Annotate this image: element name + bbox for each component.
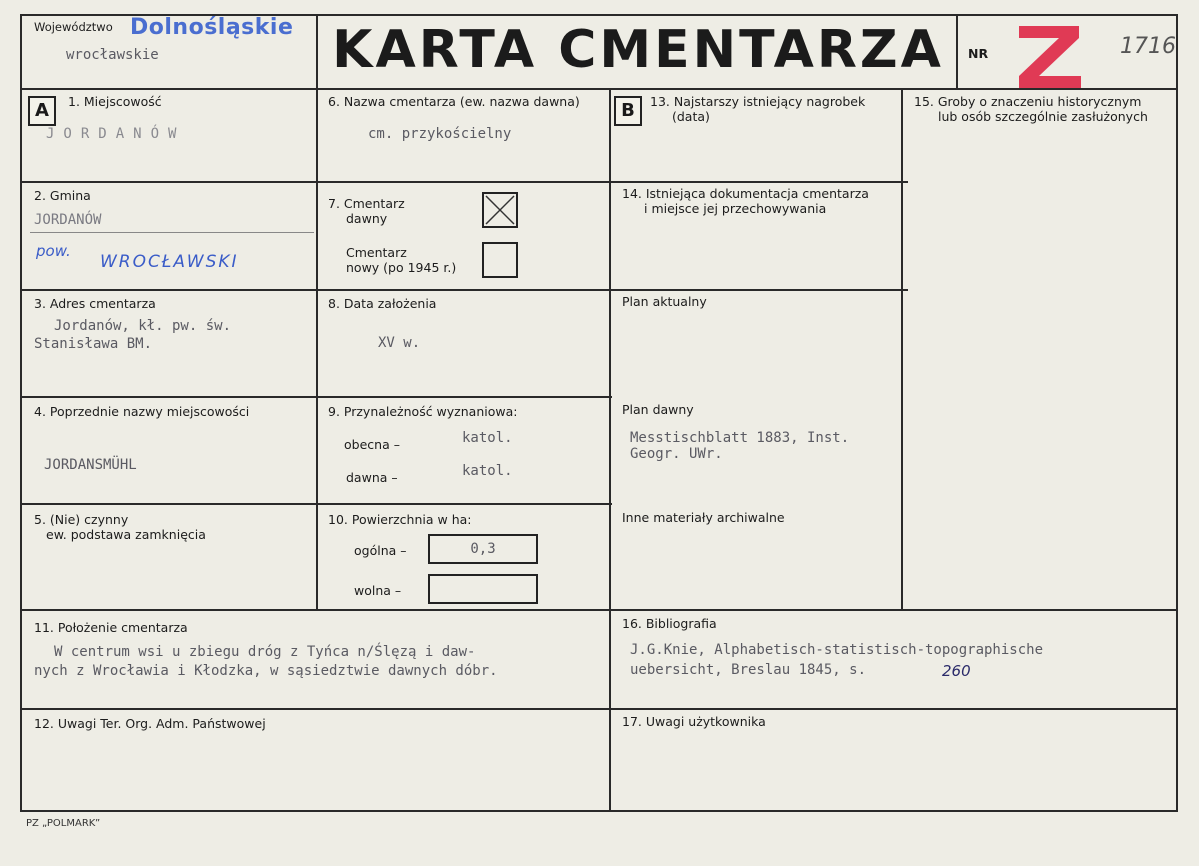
f14-plan-former-line2: Geogr. UWr. [630,446,723,462]
z-category-mark [1017,24,1083,90]
f9-current-value: katol. [462,430,513,446]
f4-label: 4. Poprzednie nazwy miejscowości [34,404,250,419]
f3-line1: Jordanów, kł. pw. św. [54,318,232,334]
checkbox-cross-icon [484,194,516,226]
f11-label: 11. Położenie cmentarza [34,620,188,635]
col1-divider [316,14,318,611]
col2-divider [609,88,611,810]
f3-label: 3. Adres cmentarza [34,296,156,311]
f13-label-line2: (data) [672,109,710,124]
col3-divider [901,88,903,611]
f6-label: 6. Nazwa cmentarza (ew. nazwa dawna) [328,94,580,109]
f15-label-line2: lub osób szczególnie zasłużonych [938,109,1148,124]
f9-former-label: dawna – [346,470,398,485]
f12-label: 12. Uwagi Ter. Org. Adm. Państwowej [34,716,266,731]
f7-new-line2: nowy (po 1945 r.) [346,260,457,275]
section-b-box: B [614,96,642,126]
f5-label: 5. (Nie) czynny [34,512,129,527]
f2-value: JORDANÓW [34,212,102,228]
f2-underline [30,232,314,233]
f2-hand-prefix: pow. [36,242,71,260]
f8-value: XV w. [378,335,421,351]
border-left [20,14,22,812]
voivodeship-stamp: Dolnośląskie [130,15,294,40]
f14-label-line2: i miejsce jej przechowywania [644,201,827,216]
f10-label: 10. Powierzchnia w ha: [328,512,472,527]
f10-free-label: wolna – [354,583,402,598]
f6-value: cm. przykościelny [368,126,512,142]
f5-sublabel: ew. podstawa zamknięcia [46,527,206,542]
f7-label-line2: dawny [346,211,388,226]
f9-label: 9. Przynależność wyznaniowa: [328,404,518,419]
border-right [1176,14,1178,812]
f16-hand-page: 260 [942,662,971,680]
f16-line2: uebersicht, Breslau 1845, s. [630,662,867,678]
f14-plan-former: Plan dawny [622,402,694,417]
page-title: KARTA CMENTARZA [332,20,944,80]
f1-label: 1. Miejscowość [68,94,162,109]
f15-label-line1: 15. Groby o znaczeniu historycznym [914,94,1142,109]
row1-divider [20,181,908,183]
f14-plan-current: Plan aktualny [622,294,707,309]
row2-divider [20,289,908,291]
f13-label-line1: 13. Najstarszy istniejący nagrobek [650,94,866,109]
header-divider [20,88,1178,90]
nr-handwritten: 1716 [1120,34,1176,59]
f17-label: 17. Uwagi użytkownika [622,714,766,729]
f4-value: JORDANSMÜHL [44,457,137,473]
f16-label: 16. Bibliografia [622,616,717,631]
f10-total-label: ogólna – [354,543,407,558]
f14-other: Inne materiały archiwalne [622,510,785,525]
old-cemetery-checkbox[interactable] [482,192,518,228]
f2-label: 2. Gmina [34,188,91,203]
total-area-field[interactable]: 0,3 [428,534,538,564]
nr-label: NR [968,46,989,61]
f9-current-label: obecna – [344,437,400,452]
f14-plan-former-line1: Messtischblatt 1883, Inst. [630,430,850,446]
f1-value: JORDANÓW [46,126,186,142]
voivodeship-typed: wrocławskie [66,47,159,63]
voivodeship-label: Województwo [34,20,113,34]
row6-divider [20,708,1178,710]
f8-label: 8. Data założenia [328,296,437,311]
f14-label-line1: 14. Istniejąca dokumentacja cmentarza [622,186,869,201]
row5-divider [20,609,1178,611]
f16-line1: J.G.Knie, Alphabetisch-statistisch-topographische [630,642,1044,658]
f3-line2: Stanisława BM. [34,336,153,352]
border-bottom [20,810,1178,812]
f7-label-line1: 7. Cmentarz [328,196,405,211]
f7-new-line1: Cmentarz [346,245,407,260]
section-a-box: A [28,96,56,126]
f9-former-value: katol. [462,463,513,479]
f11-line1: W centrum wsi u zbiegu dróg z Tyńca n/Ślęzą i daw- [54,644,476,660]
printer-footer: PZ „POLMARK” [26,818,101,829]
new-cemetery-checkbox[interactable] [482,242,518,278]
f11-line2: nych z Wrocławia i Kłodzka, w sąsiedztwie dawnych dóbr. [34,663,498,679]
free-area-field[interactable] [428,574,538,604]
f2-hand-value: WROCŁAWSKI [100,252,239,272]
